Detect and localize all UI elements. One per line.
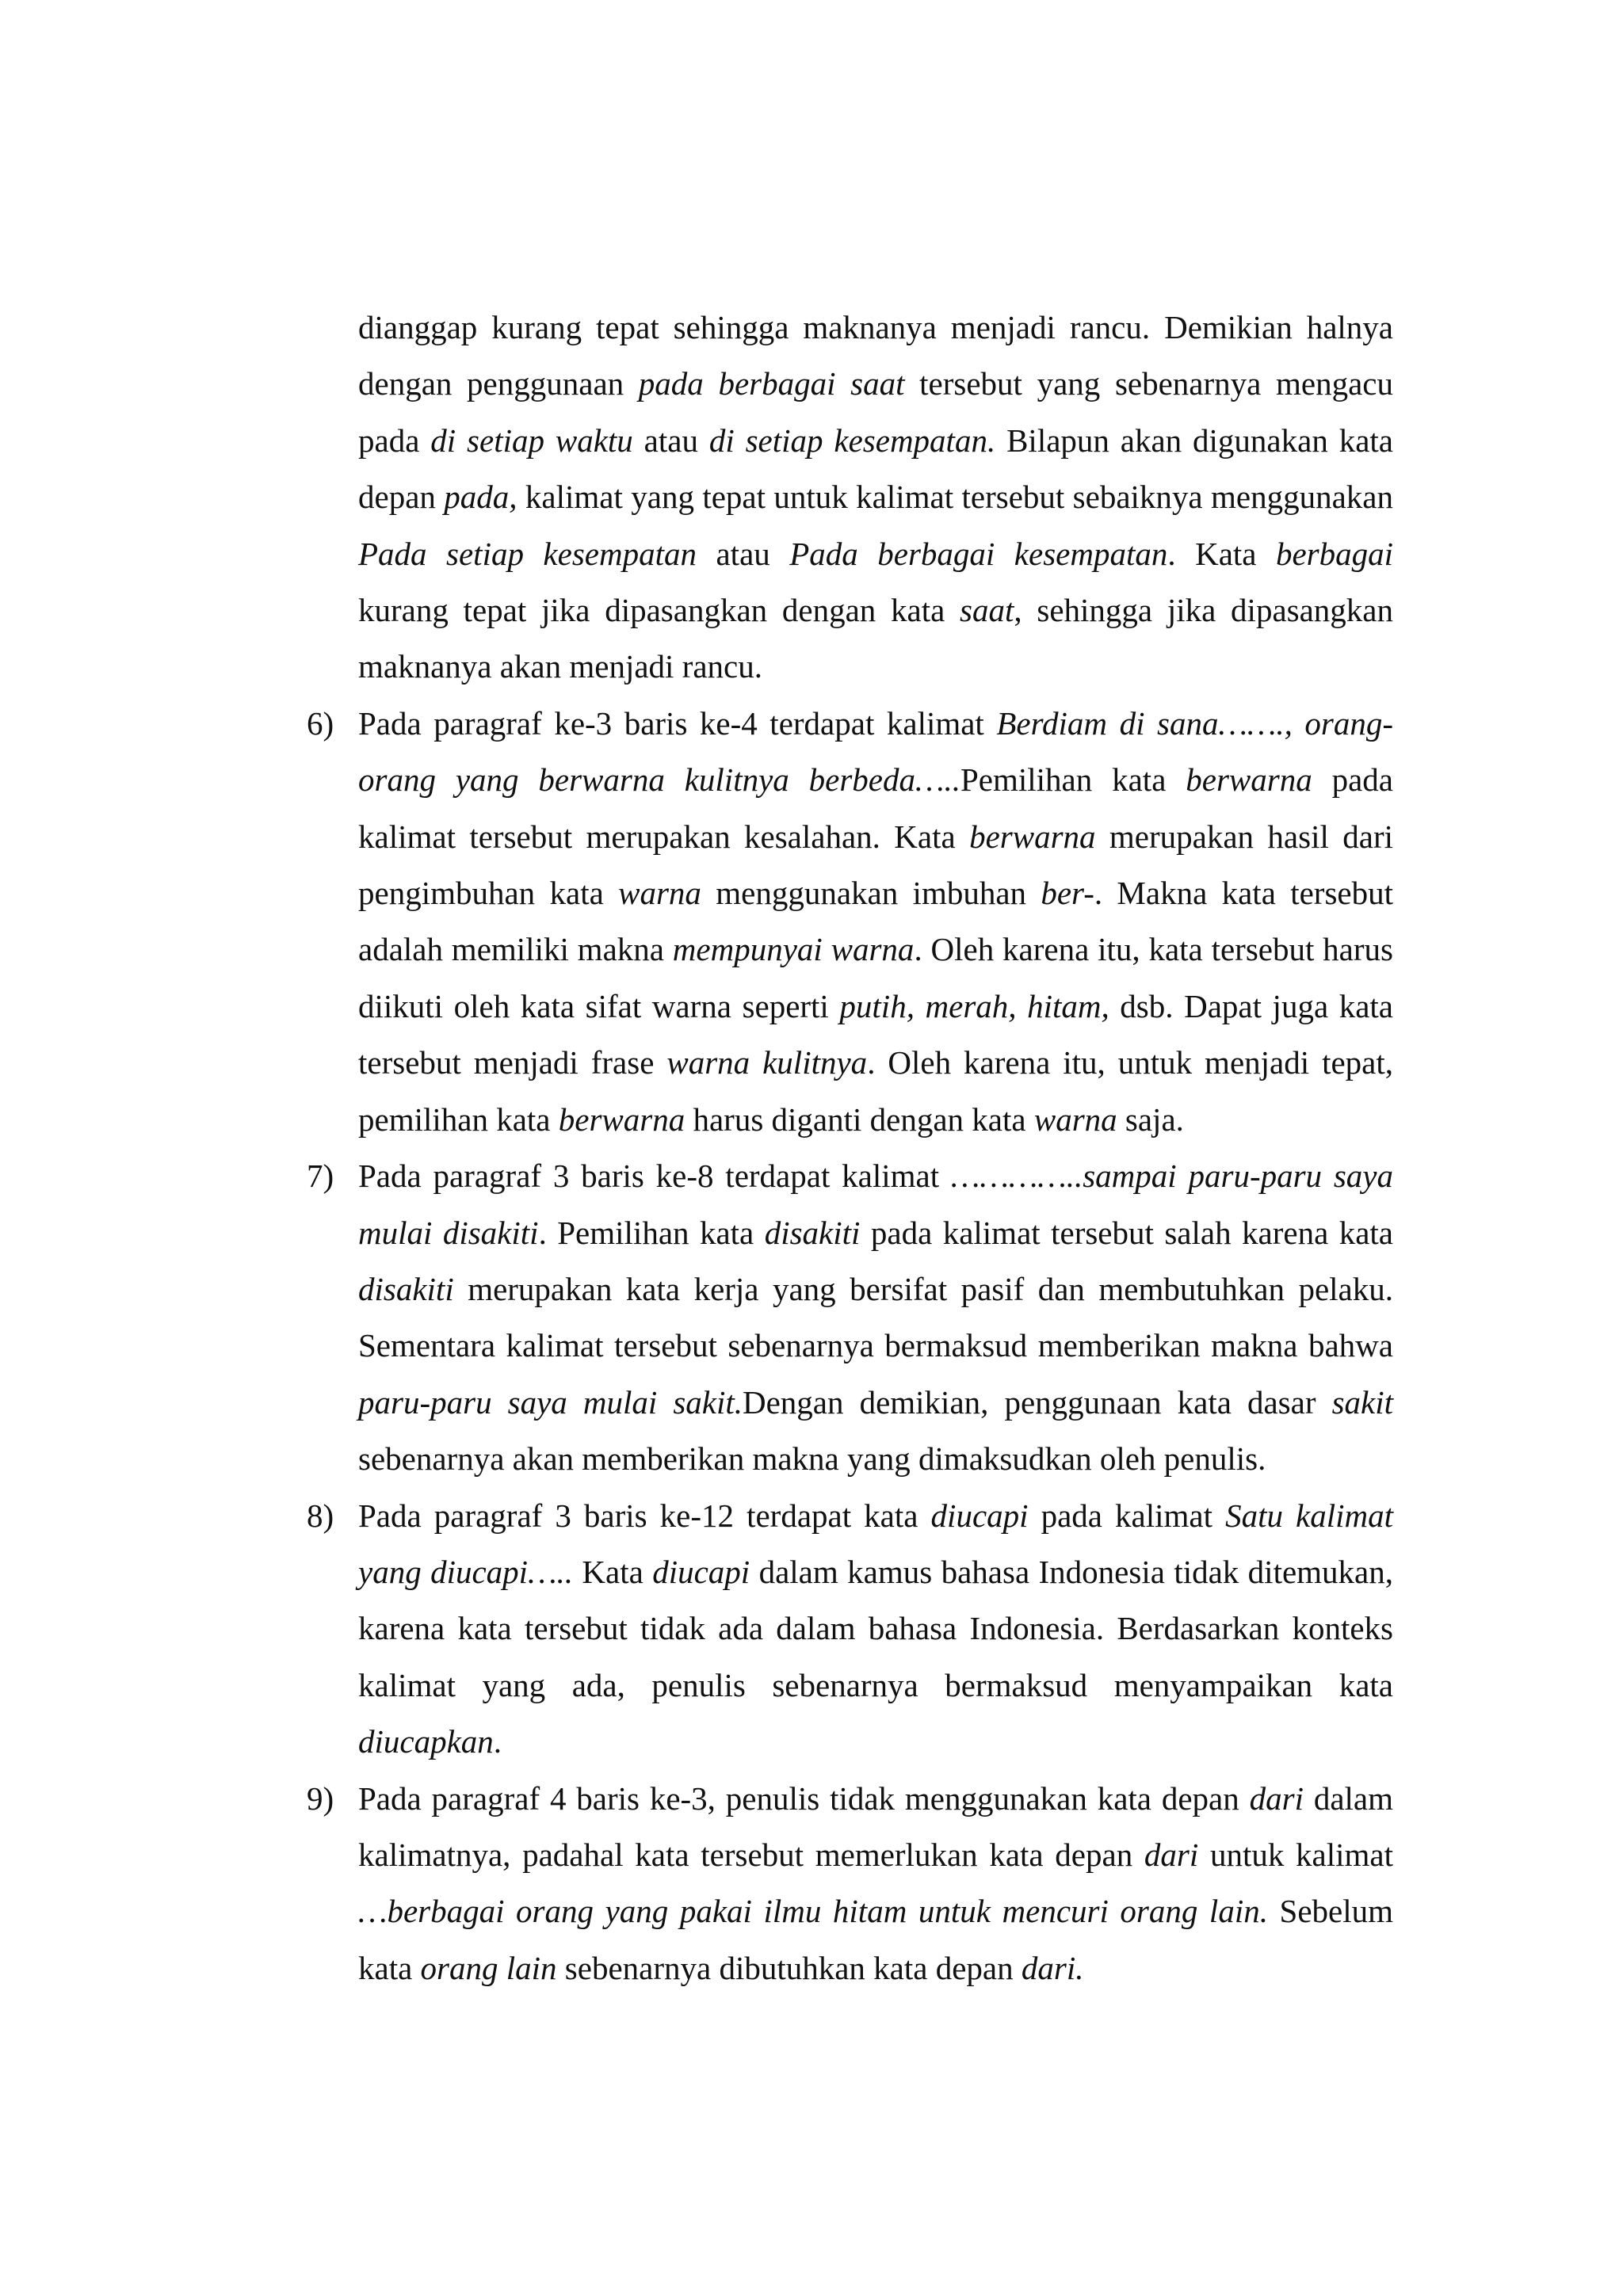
list-item-number: 8) [307,1497,334,1534]
italic-term: disakiti [358,1270,454,1307]
text-run: Sebelum kata [358,1893,1394,1986]
text-run: . Makna kata tersebut adalah memiliki makna [358,875,1393,968]
list-item [307,1488,1394,1771]
italic-term: paru-paru saya mulai sakit. [358,1383,743,1421]
italic-term: mempunyai warna [672,931,915,968]
list-item-text [358,1488,1393,1771]
text-run: kalimat yang tepat untuk kalimat tersebut sebaiknya menggunakan [517,479,1393,516]
numbered-list [307,696,1394,1997]
text-run: menggunakan imbuhan [701,875,1041,912]
italic-term: pada berbagai saat [638,365,905,402]
italic-term: berwarna [1186,761,1312,799]
italic-term: …………..sampai paru-paru saya mulai disakiti [358,1158,1394,1251]
italic-term: diucapkan [358,1723,494,1760]
text-run: . [493,1723,502,1760]
italic-term: pada, [444,479,517,516]
italic-term: berbagai [1275,535,1394,572]
text-run: harus diganti dengan kata [685,1100,1034,1138]
text-run: . Oleh karena itu, kata tersebut harus diikuti oleh kata sifat warna seperti [358,931,1393,1024]
text-run: atau [632,421,709,459]
text-run: . Pemilihan kata [538,1214,765,1251]
italic-term: Satu kalimat yang diucapi….. [358,1497,1394,1590]
list-item [307,1148,1394,1487]
list-item-number: 7) [307,1158,334,1195]
text-run: dalam kamus bahasa Indonesia tidak ditemukan, karena kata tersebut tidak ada dalam bahasa Indonesia. Berdasarkan konteks kalimat yang ada, penulis sebenarnya bermaksud menyampaikan kata [358,1553,1394,1703]
text-run: Pada paragraf 3 baris ke-12 terdapat kata [358,1497,931,1534]
italic-term: saat [960,592,1014,629]
italic-term: di setiap kesempatan. [708,421,996,459]
list-item [307,1771,1394,1997]
text-run: kurang tepat jika dipasangkan dengan kata [358,592,960,629]
italic-term: ber- [1041,875,1094,912]
text-run: . Oleh karena itu, untuk menjadi tepat, pemilihan kata [358,1044,1393,1138]
italic-term: dari. [1021,1949,1084,1986]
italic-term: warna [618,875,701,912]
body-text [307,299,1394,1997]
italic-term: diucapi [652,1553,750,1590]
text-run: Pada paragraf ke-3 baris ke-4 terdapat kalimat [358,704,997,742]
italic-term: putih, merah, hitam, [839,987,1109,1024]
text-run: untuk kalimat [1198,1836,1393,1873]
text-run: Kata [573,1553,653,1590]
text-run: sebenarnya akan memberikan makna yang dimaksudkan oleh penulis. [358,1440,1266,1478]
text-run: merupakan hasil dari pengimbuhan kata [358,818,1393,912]
italic-term: dari [1249,1779,1304,1817]
italic-term: diucapi [930,1497,1029,1534]
list-item-text [358,1148,1393,1487]
italic-term: warna kulitnya [666,1044,868,1081]
list-item-text [358,696,1393,1148]
text-run: Pemilihan kata [960,761,1186,799]
italic-term: …berbagai orang yang pakai ilmu hitam untuk mencuri orang lain. [358,1893,1268,1930]
text-run: tersebut yang sebenarnya mengacu pada [358,365,1393,459]
text-run: merupakan kata kerja yang bersifat pasif dan membutuhkan pelaku. Sementara kalimat tersebut sebenarnya bermaksud memberikan makna bahwa [358,1270,1393,1364]
text-run: atau [697,535,790,572]
list-item [307,696,1393,1148]
text-run: Pada paragraf 4 baris ke-3, penulis tidak menggunakan kata depan [358,1779,1250,1817]
italic-term: berwarna [558,1100,685,1138]
text-run: pada kalimat tersebut salah karena kata [860,1214,1394,1251]
text-run: Pada paragraf 3 baris ke-8 terdapat kalimat [358,1158,951,1195]
italic-term: berwarna [969,818,1096,855]
text-run: pada kalimat tersebut merupakan kesalahan. Kata [358,761,1393,855]
text-run: dalam kalimatnya, padahal kata tersebut memerlukan kata depan [358,1779,1393,1873]
text-run: Dengan demikian, penggunaan kata dasar [743,1383,1332,1421]
italic-term: warna [1033,1100,1117,1138]
italic-term: dari [1144,1836,1199,1873]
list-item-number: 9) [307,1779,334,1817]
text-run: Bilapun akan digunakan kata depan [358,421,1393,516]
italic-term: di setiap waktu [430,421,633,459]
text-run: sebenarnya dibutuhkan kata depan [556,1949,1022,1986]
text-run: . Kata [1167,535,1276,572]
italic-term: Pada setiap kesempatan [358,535,697,572]
italic-term: orang lain [420,1949,557,1986]
italic-term: disakiti [764,1214,861,1251]
text-run: saja. [1117,1100,1184,1138]
continuation-paragraph [358,299,1393,696]
text-run: pada kalimat [1028,1497,1226,1534]
italic-term: Berdiam di sana……., orang-orang yang berwarna kulitnya berbeda….. [358,704,1393,799]
text-run: dianggap kurang tepat sehingga maknanya menjadi rancu. Demikian halnya dengan penggunaan [358,309,1393,402]
text-run: dsb. Dapat juga kata tersebut menjadi frase [358,987,1393,1081]
italic-term: sakit [1331,1383,1393,1421]
list-item-text [358,1771,1393,1997]
text-run: , sehingga jika dipasangkan maknanya akan menjadi rancu. [358,592,1393,685]
list-item-number: 6) [307,704,334,742]
italic-term: Pada berbagai kesempatan [789,535,1168,572]
